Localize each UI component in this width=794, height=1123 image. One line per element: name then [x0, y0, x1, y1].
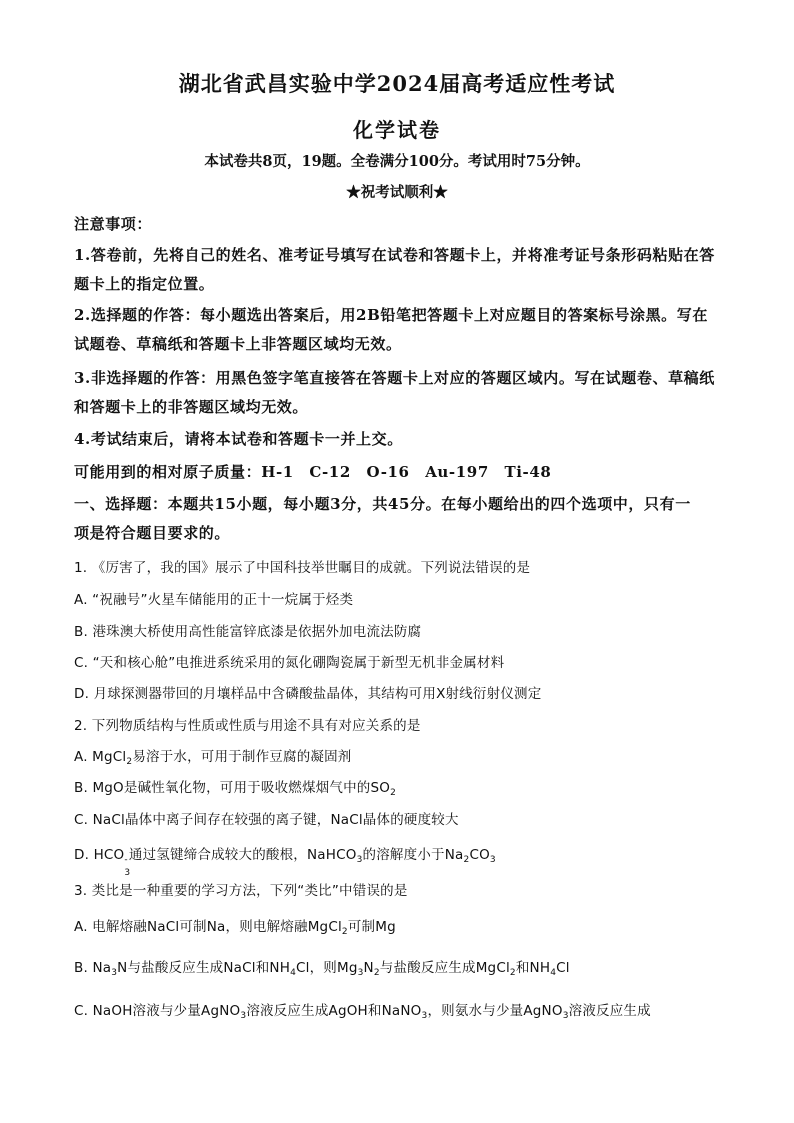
q1-stem: 1. 《厉害了，我的国》展示了中国科技举世瞩目的成就。下列说法错误的是 [74, 560, 531, 576]
q2-stem: 2. 下列物质结构与性质或性质与用途不具有对应关系的是 [74, 718, 421, 734]
note-4: 4.考试结束后，请将本试卷和答题卡一并上交。 [74, 430, 403, 448]
q3-option-a: A. 电解熔融NaCl可制Na，则电解熔融MgCl$_2$可制Mg [74, 919, 396, 937]
note-1-line-2: 题卡上的指定位置。 [74, 275, 215, 293]
q3-stem: 3. 类比是一种重要的学习方法，下列“类比”中错误的是 [74, 883, 408, 899]
q1-option-b: B. 港珠澳大桥使用高性能富锌底漆是依据外加电流法防腐 [74, 624, 422, 640]
section-1-line-1: 一、选择题：本题共15小题，每小题3分，共45分。在每小题给出的四个选项中，只有一 [74, 495, 691, 513]
note-2-line-2: 试题卷、草稿纸和答题卡上非答题区域均无效。 [74, 335, 402, 353]
exam-info: 本试卷共8页，19题。全卷满分100分。考试用时75分钟。 [204, 153, 590, 170]
atomic-mass-line: 可能用到的相对原子质量：H-1 C-12 O-16 Au-197 Ti-48 [74, 463, 552, 481]
note-3-line-2: 和答题卡上的非答题区域均无效。 [74, 398, 309, 416]
q2-option-a: A. MgCl$_2$易溶于水，可用于制作豆腐的凝固剂 [74, 749, 352, 767]
notes-heading: 注意事项： [74, 215, 153, 233]
note-1-line-1: 1.答卷前，先将自己的姓名、准考证号填写在试卷和答题卡上，并将准考证号条形码粘贴在答 [74, 246, 715, 264]
q2-option-d: D. HCO - 3 通过氢键缔合成较大的酸根，NaHCO$_3$的溶解度小于$Na_2CO_3$ [74, 847, 496, 878]
q3-option-c: C. NaOH溶液与少量AgNO$_3$溶液反应生成AgOH和NaNO$_3$，则氨水与少量AgNO$_3$溶液反应生成 [74, 1003, 651, 1021]
exam-wish: ★祝考试顺利★ [346, 184, 448, 201]
q3-option-b: B. $Na_3N$与盐酸反应生成NaCl和$NH_4Cl$，则$Mg_3N_2$与盐酸反应生成MgCl$_2$和$NH_4Cl$ [74, 960, 570, 978]
exam-title: 湖北省武昌实验中学2024届高考适应性考试 [178, 71, 616, 96]
q2-option-c: C. NaCl晶体中离子间存在较强的离子键，NaCl晶体的硬度较大 [74, 812, 459, 828]
note-2-line-1: 2.选择题的作答：每小题选出答案后，用2B铅笔把答题卡上对应题目的答案标号涂黑。写在 [74, 306, 708, 324]
q2-option-b: B. MgO是碱性氧化物，可用于吸收燃煤烟气中的$SO_2$ [74, 780, 397, 798]
q1-option-a: A. “祝融号”火星车储能用的正十一烷属于烃类 [74, 592, 354, 608]
note-3-line-1: 3.非选择题的作答：用黑色签字笔直接答在答题卡上对应的答题区域内。写在试题卷、草稿纸 [74, 369, 715, 387]
q1-option-d: D. 月球探测器带回的月壤样品中含磷酸盐晶体，其结构可用X射线衍射仪测定 [74, 686, 542, 702]
q1-option-c: C. “天和核心舱”电推进系统采用的氮化硼陶瓷属于新型无机非金属材料 [74, 655, 505, 671]
exam-subject: 化学试卷 [353, 118, 441, 142]
section-1-line-2: 项是符合题目要求的。 [74, 524, 231, 542]
